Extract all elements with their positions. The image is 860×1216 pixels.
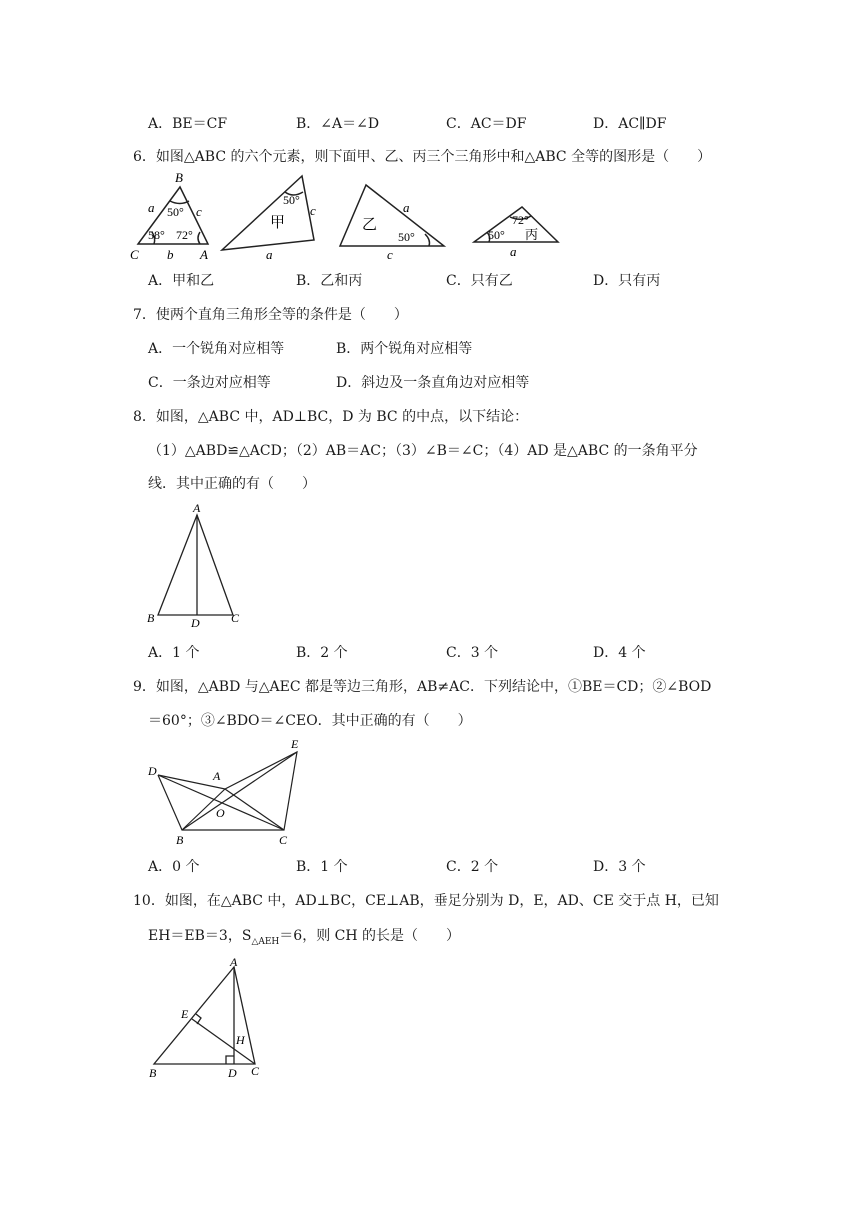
q9-stem: 9．如图，△ABD 与△AEC 都是等边三角形，AB≠AC．下列结论中，①BE＝CD；②∠BOD xyxy=(133,679,712,695)
svg-text:B: B xyxy=(176,833,184,847)
svg-text:C: C xyxy=(231,611,240,625)
q5-option-b: B．∠A＝∠D xyxy=(296,116,380,132)
abc-label-A: A xyxy=(200,247,208,262)
abc-label-C: C xyxy=(130,247,139,262)
svg-text:E: E xyxy=(181,1007,189,1021)
q6-option-c: C．只有乙 xyxy=(446,273,513,289)
q7-option-d: D．斜边及一条直角边对应相等 xyxy=(336,375,530,391)
jia-angle: 50° xyxy=(283,193,300,207)
jia-name: 甲 xyxy=(270,215,286,231)
svg-text:C: C xyxy=(279,833,288,847)
bing-name: 丙 xyxy=(525,227,539,242)
q8-line3: 线．其中正确的有（ ） xyxy=(148,476,316,492)
svg-text:H: H xyxy=(236,1033,245,1047)
abc-label-b: b xyxy=(167,247,174,262)
jia-label-a: a xyxy=(266,247,273,262)
q8-stem: 8．如图，△ABC 中，AD⊥BC，D 为 BC 的中点，以下结论： xyxy=(133,409,529,425)
abc-label-c: c xyxy=(196,204,202,219)
yi-label-c: c xyxy=(387,247,393,262)
svg-text:C: C xyxy=(251,1064,260,1078)
q9-option-d: D．3 个 xyxy=(593,859,646,875)
q8-option-d: D．4 个 xyxy=(593,645,646,661)
abc-angle-b: 50° xyxy=(167,205,184,219)
q8-option-b: B．2 个 xyxy=(296,645,348,661)
svg-text:O: O xyxy=(216,806,225,820)
abc-angle-a: 72° xyxy=(176,228,193,242)
q9-line2: ＝60°；③∠BDO＝∠CEO．其中正确的有（ ） xyxy=(148,713,472,729)
q9-option-a: A．0 个 xyxy=(148,859,200,875)
svg-text:B: B xyxy=(149,1066,157,1080)
svg-text:D: D xyxy=(228,1066,237,1080)
q6-option-a: A．甲和乙 xyxy=(148,273,215,289)
yi-label-a: a xyxy=(403,200,410,215)
q6-stem: 6．如图△ABC 的六个元素，则下面甲、乙、丙三个三角形中和△ABC 全等的图形是（ ） xyxy=(133,149,712,165)
svg-text:A: A xyxy=(230,955,238,969)
q6-option-b: B．乙和丙 xyxy=(296,273,363,289)
q8-line2: （1）△ABD≌△ACD；（2）AB＝AC；（3）∠B＝∠C；（4）AD 是△ABC 的一条角平分 xyxy=(148,443,698,459)
q9-option-c: C．2 个 xyxy=(446,859,499,875)
svg-text:D: D xyxy=(191,616,200,630)
q9-option-b: B．1 个 xyxy=(296,859,348,875)
bing-angle-50: 50° xyxy=(488,228,505,242)
q7-stem: 7．使两个直角三角形全等的条件是（ ） xyxy=(133,307,408,323)
jia-label-c: c xyxy=(310,203,316,218)
abc-label-a: a xyxy=(148,200,155,215)
q5-option-c: C．AC＝DF xyxy=(446,116,527,132)
svg-text:E: E xyxy=(291,737,299,751)
svg-text:B: B xyxy=(147,611,155,625)
q10-line2: EH＝EB＝3，$S_{\triangle AEH}=6$，则 CH 的长是（ ） xyxy=(148,928,461,947)
yi-name: 乙 xyxy=(362,217,378,233)
q7-option-b: B．两个锐角对应相等 xyxy=(336,341,473,357)
abc-angle-c: 58° xyxy=(148,228,165,242)
svg-text:A: A xyxy=(213,769,221,783)
svg-text:A: A xyxy=(193,501,201,515)
q7-option-a: A．一个锐角对应相等 xyxy=(148,341,285,357)
yi-angle: 50° xyxy=(398,230,415,244)
svg-text:D: D xyxy=(148,764,157,778)
bing-label-a: a xyxy=(510,244,517,259)
q5-option-d: D．AC∥DF xyxy=(593,116,667,132)
bing-angle-72: 72° xyxy=(512,213,529,227)
q6-option-d: D．只有丙 xyxy=(593,273,661,289)
q7-option-c: C．一条边对应相等 xyxy=(148,375,271,391)
q5-option-a: A．BE＝CF xyxy=(148,116,228,132)
q8-option-a: A．1 个 xyxy=(148,645,200,661)
abc-label-B: B xyxy=(175,170,183,185)
q8-option-c: C．3 个 xyxy=(446,645,499,661)
q10-stem: 10．如图，在△ABC 中，AD⊥BC，CE⊥AB，垂足分别为 D，E，AD、CE 交于点 H，已知 xyxy=(133,893,719,909)
